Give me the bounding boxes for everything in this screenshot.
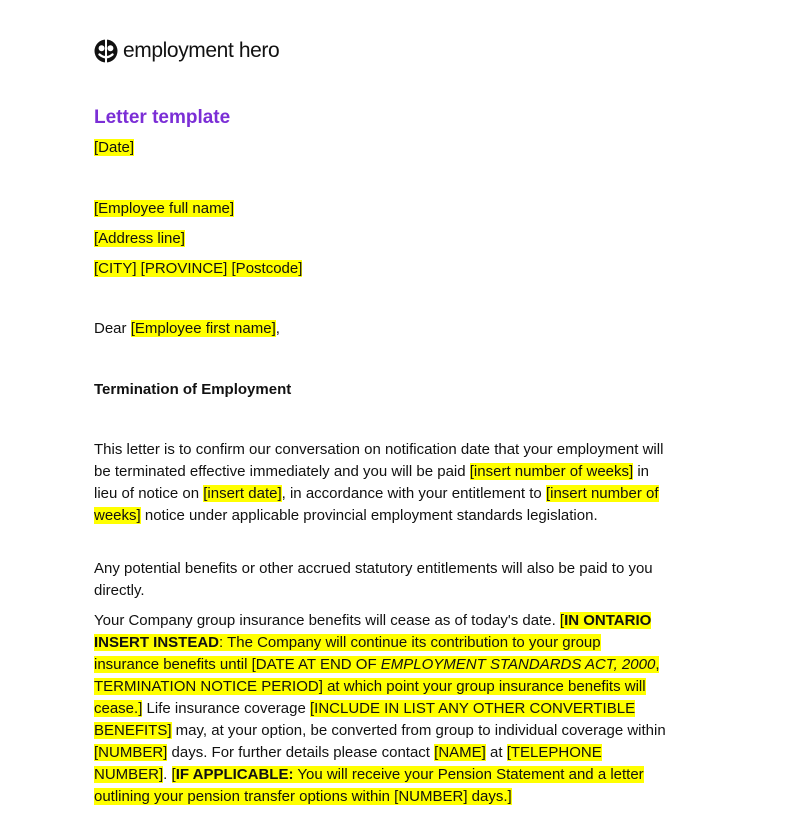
esa-act-name: EMPLOYMENT STANDARDS ACT, 2000 — [380, 656, 656, 673]
page-title: Letter template — [94, 107, 231, 128]
address-line-placeholder: [Address line] — [94, 230, 185, 247]
pension-label: IF APPLICABLE: — [175, 766, 294, 783]
p1-weeks-placeholder: [insert number of weeks] — [469, 463, 634, 480]
salutation-suffix: , — [275, 320, 280, 337]
contact-name-placeholder: [NAME] — [434, 744, 486, 761]
pension-text: You will receive your Pension Statement and a letter outlining your pension transfer options within [NUMBER] days.] — [94, 766, 644, 805]
p1-date-placeholder: [insert date] — [203, 485, 282, 502]
ontario-open-bracket: [ — [559, 612, 565, 629]
brand-logo — [94, 38, 279, 64]
employee-full-name-placeholder: [Employee full name] — [94, 200, 235, 217]
p3-text-2: Life insurance coverage — [142, 700, 310, 717]
address-name-line — [94, 199, 234, 219]
employee-first-name-placeholder: [Employee first name] — [130, 320, 276, 337]
pension-open-bracket: [ — [171, 766, 176, 783]
subject-line — [94, 380, 291, 400]
address-line — [94, 229, 185, 249]
telephone-placeholder: [TELEPHONE NUMBER] — [94, 744, 602, 783]
salutation — [94, 319, 280, 339]
date-placeholder: [Date] — [94, 139, 135, 156]
date-line — [94, 138, 134, 158]
ontario-insert-text: : The Company will continue its contribution to your group insurance benefits until [DATE AT END OF — [94, 634, 601, 673]
brand-name: employment hero — [123, 39, 280, 62]
paragraph-insurance — [94, 610, 669, 808]
p3-text-5: at — [485, 744, 507, 761]
employment-hero-logo-icon — [94, 39, 118, 63]
p3-text-1: Your Company group insurance benefits will cease as of today's date. — [94, 612, 560, 629]
address-city-line — [94, 259, 302, 279]
subject: Termination of Employment — [94, 381, 292, 398]
p3-text-6: . — [163, 766, 172, 783]
p3-text-4: days. For further details please contact — [167, 744, 435, 761]
convertible-benefits-placeholder: [INCLUDE IN LIST ANY OTHER CONVERTIBLE BENEFITS] — [94, 700, 636, 739]
p1-text-1: This letter is to confirm our conversation on notification date that your employment will be terminated effective immediately and you will be paid — [94, 441, 664, 480]
p1-text-4: notice under applicable provincial employment standards legislation. — [140, 507, 598, 524]
paragraph-benefits: Any potential benefits or other accrued statutory entitlements will also be paid to you directly. — [94, 560, 653, 599]
city-province-postcode-placeholder: [CITY] [PROVINCE] [Postcode] — [94, 260, 303, 277]
paragraph-termination — [94, 439, 669, 527]
ontario-insert-end: , TERMINATION NOTICE PERIOD] at which point your group insurance benefits will cease.] — [94, 656, 660, 717]
salutation-prefix: Dear — [94, 320, 131, 337]
ontario-insert-label: IN ONTARIO INSERT INSTEAD — [94, 612, 652, 651]
p1-notice-weeks-placeholder: [insert number of weeks] — [94, 485, 659, 524]
number-days-placeholder: [NUMBER] — [94, 744, 168, 761]
pension-placeholder — [94, 766, 644, 805]
p1-text-3: , in accordance with your entitlement to — [281, 485, 546, 502]
p1-text-2: in lieu of notice on — [94, 463, 650, 502]
p3-text-3: may, at your option, be converted from group to individual coverage within — [171, 722, 666, 739]
